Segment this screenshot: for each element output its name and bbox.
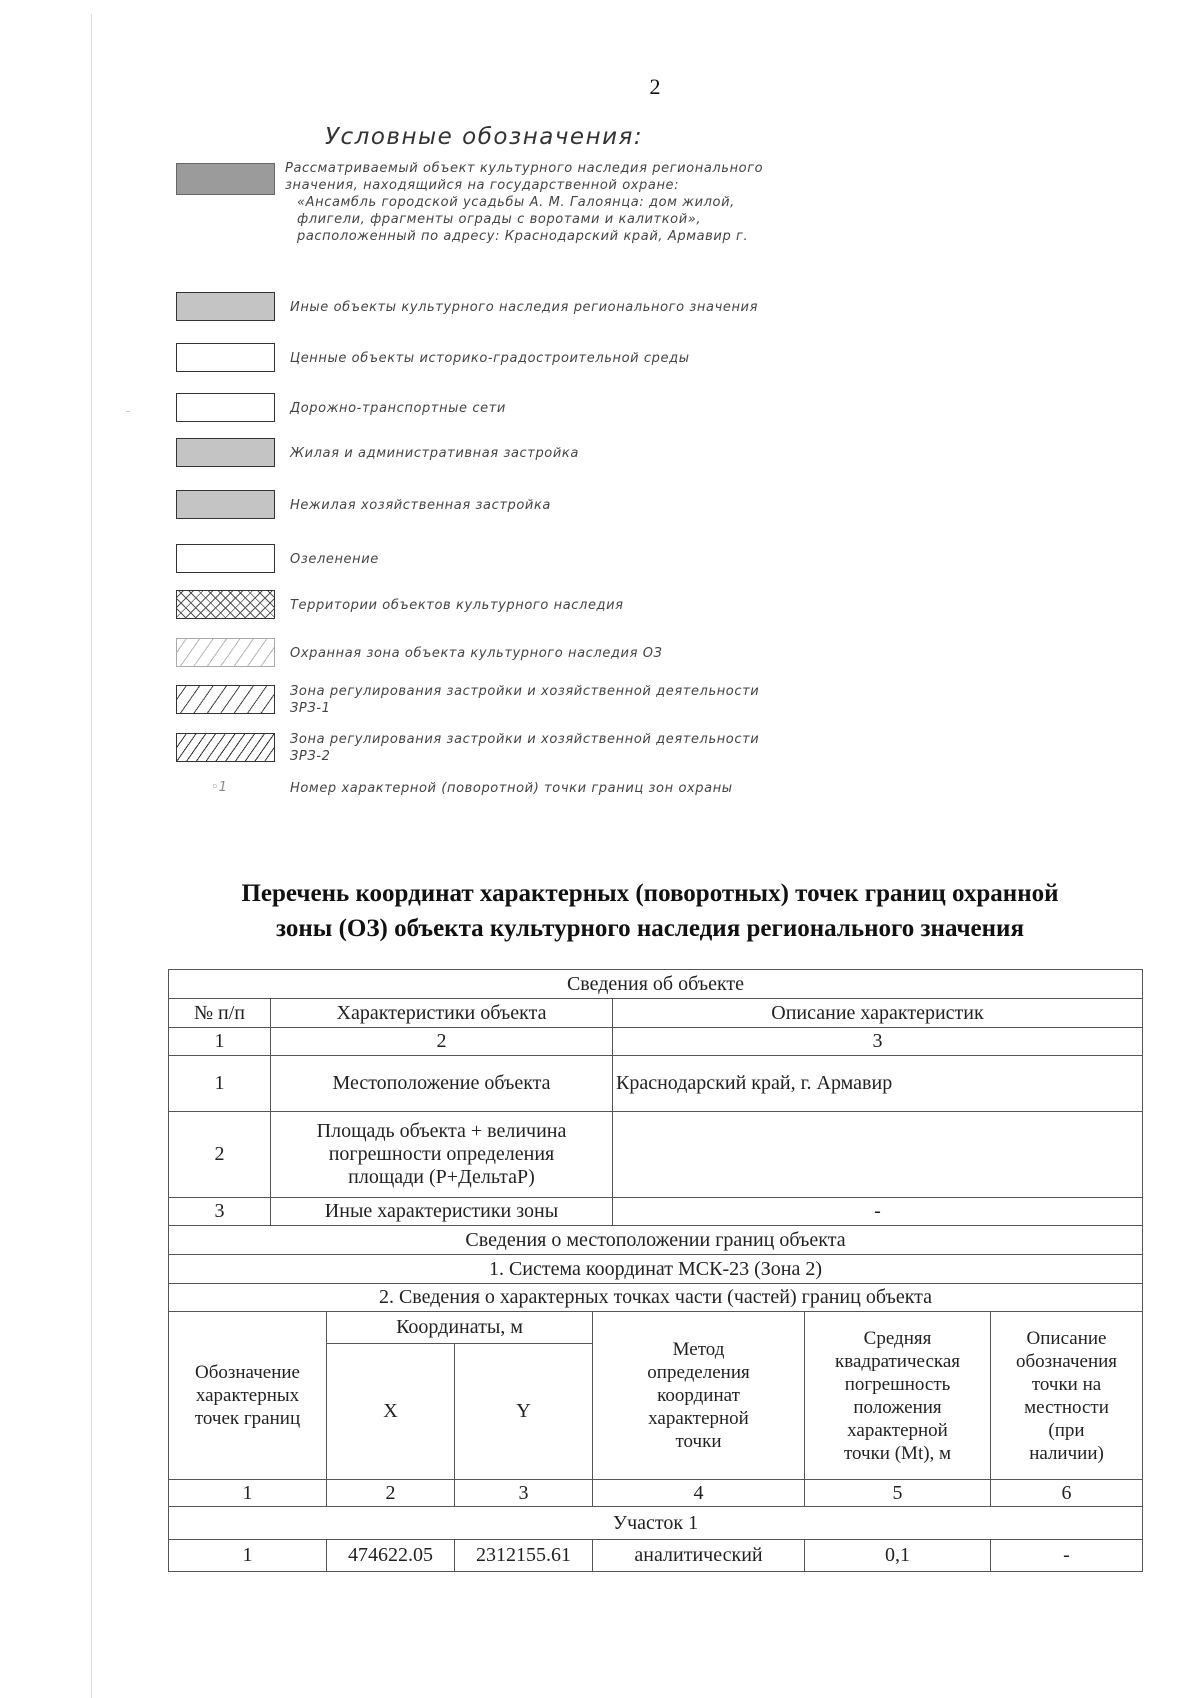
- cell-line: Площадь объекта + величина: [316, 1120, 567, 1142]
- header-line: точки (Mt), м: [843, 1442, 952, 1464]
- column-number: 3: [613, 1028, 1143, 1056]
- table-row: [169, 1112, 1143, 1198]
- header-line: характерных: [195, 1385, 300, 1406]
- legend-swatch: [176, 544, 275, 573]
- y-cell: 2312155.61: [455, 1540, 593, 1572]
- column-header: № п/п: [169, 999, 271, 1028]
- column-number: 2: [271, 1028, 613, 1056]
- characteristic-cell: Иные характеристики зоны: [271, 1198, 613, 1226]
- page-heading: [150, 876, 1150, 946]
- column-number: 4: [593, 1480, 805, 1507]
- legend-swatch: [176, 393, 275, 422]
- heading-line: зоны (ОЗ) объекта культурного наследия регионального значения: [276, 915, 1024, 942]
- header-line: определения: [647, 1362, 750, 1383]
- header-line: характерной: [847, 1419, 948, 1441]
- header-line: обозначения: [1015, 1350, 1118, 1372]
- legend-line: расположенный по адресу: Краснодарский край, Армавир г.: [297, 229, 749, 244]
- legend-swatch: [176, 590, 275, 619]
- points-table: [168, 1311, 1143, 1572]
- column-number: 2: [327, 1480, 455, 1507]
- row-number: 1: [169, 1056, 271, 1112]
- section-title: Сведения об объекте: [169, 970, 1143, 999]
- header-line: Средняя: [863, 1327, 932, 1349]
- table-row: [169, 1226, 1143, 1255]
- column-number: 3: [455, 1480, 593, 1507]
- legend-line: ЗРЗ-2: [290, 749, 331, 764]
- column-number: 1: [169, 1028, 271, 1056]
- legend-swatch: [176, 292, 275, 321]
- column-header: Описание характеристик: [613, 999, 1143, 1028]
- legend-swatch: [176, 490, 275, 519]
- point-cell: 1: [169, 1540, 327, 1572]
- table-row: [169, 1056, 1143, 1112]
- section-label: Участок 1: [169, 1507, 1143, 1540]
- header-line: (при: [1048, 1419, 1085, 1441]
- legend-swatch: [176, 733, 275, 762]
- coord-system: 1. Система координат МСК-23 (Зона 2): [169, 1255, 1143, 1284]
- legend-swatch: [176, 438, 275, 467]
- header-line: координат: [657, 1385, 740, 1406]
- legend-line: флигели, фрагменты ограды с воротами и калиткой»,: [297, 212, 702, 227]
- column-number: 5: [805, 1480, 991, 1507]
- header-line: точек границ: [194, 1408, 301, 1429]
- legend-swatch: [176, 638, 275, 667]
- column-header-method: [593, 1312, 805, 1480]
- header-line: характерной: [648, 1408, 749, 1429]
- legend-swatch-main-object: [176, 163, 275, 195]
- heading-line: Перечень координат характерных (поворотных) точек границ охранной: [241, 880, 1059, 907]
- table-row: [169, 1312, 1143, 1344]
- legend-line: ЗРЗ-1: [290, 701, 331, 716]
- cell-line: погрешности определения: [328, 1143, 555, 1165]
- legend-text: Иные объекты культурного наследия регионального значения: [290, 300, 759, 315]
- column-header-x: X: [327, 1344, 455, 1480]
- column-number: 6: [991, 1480, 1143, 1507]
- object-info-table: [168, 969, 1143, 1312]
- legend-text: Ценные объекты историко-градостроительной среды: [290, 351, 690, 366]
- legend-text: [290, 683, 850, 717]
- header-line: Обозначение: [195, 1362, 300, 1383]
- table-row: [169, 1540, 1143, 1572]
- legend-text: Озеленение: [290, 552, 379, 567]
- characteristic-cell: Местоположение объекта: [271, 1056, 613, 1112]
- legend-text: Территории объектов культурного наследия: [290, 598, 624, 613]
- table-row: [169, 1198, 1143, 1226]
- page-margin-line: [91, 14, 92, 1698]
- page-number: 2: [649, 74, 661, 99]
- legend-text: Жилая и административная застройка: [290, 446, 579, 461]
- header-line: Метод: [672, 1339, 725, 1360]
- column-header-designation: [169, 1312, 327, 1480]
- legend-text: Охранная зона объекта культурного наследия ОЗ: [290, 646, 663, 661]
- legend-line: Зона регулирования застройки и хозяйственной деятельности: [290, 732, 760, 747]
- section-title: 2. Сведения о характерных точках части (частей) границ объекта: [169, 1284, 1143, 1312]
- table-row: [169, 1480, 1143, 1507]
- x-cell: 474622.05: [327, 1540, 455, 1572]
- row-number: 3: [169, 1198, 271, 1226]
- column-header-error: [805, 1312, 991, 1480]
- header-line: точки: [675, 1431, 722, 1452]
- table-row: [169, 1028, 1143, 1056]
- column-number: 1: [169, 1480, 327, 1507]
- desc-cell: -: [991, 1540, 1143, 1572]
- legend-text-main-object: [285, 160, 851, 245]
- legend-line: Зона регулирования застройки и хозяйственной деятельности: [290, 684, 760, 699]
- table-row: [169, 1255, 1143, 1284]
- row-number: 2: [169, 1112, 271, 1198]
- legend-line: «Ансамбль городской усадьбы А. М. Галоянца: дом жилой,: [297, 195, 735, 210]
- table-row: [169, 1284, 1143, 1312]
- description-cell: [613, 1112, 1143, 1198]
- header-line: квадратическая: [835, 1350, 960, 1372]
- column-header-description: [991, 1312, 1143, 1480]
- header-line: точки на: [1031, 1373, 1102, 1395]
- header-line: погрешность: [844, 1373, 951, 1395]
- error-cell: 0,1: [805, 1540, 991, 1572]
- table-row: [169, 970, 1143, 999]
- scan-speck: [126, 411, 130, 412]
- cell-line: площади (Р+ДельтаР): [348, 1166, 535, 1188]
- legend-text: Дорожно-транспортные сети: [290, 401, 506, 416]
- column-header-y: Y: [455, 1344, 593, 1480]
- header-line: наличии): [1029, 1442, 1104, 1464]
- header-line: местности: [1024, 1396, 1109, 1418]
- legend-title: Условные обозначения:: [325, 124, 644, 150]
- method-cell: аналитический: [593, 1540, 805, 1572]
- legend-swatch: [176, 343, 275, 372]
- characteristic-cell: [271, 1112, 613, 1198]
- header-line: положения: [853, 1396, 942, 1418]
- header-line: Описание: [1026, 1327, 1107, 1349]
- description-cell: Краснодарский край, г. Армавир: [613, 1056, 1143, 1112]
- table-row: [169, 999, 1143, 1028]
- legend-text: [290, 731, 850, 765]
- section-title: Сведения о местоположении границ объекта: [169, 1226, 1143, 1255]
- legend-text: Нежилая хозяйственная застройка: [290, 498, 551, 513]
- table-row: [169, 1507, 1143, 1540]
- column-header: Характеристики объекта: [271, 999, 613, 1028]
- legend-line: Рассматриваемый объект культурного наследия регионального: [285, 161, 764, 176]
- legend-line: значения, находящийся на государственной охране:: [285, 178, 680, 193]
- description-cell: -: [613, 1198, 1143, 1226]
- column-header-coords: Координаты, м: [327, 1312, 593, 1344]
- legend-swatch: [176, 685, 275, 714]
- point-mark-icon: ◦1: [211, 780, 227, 795]
- legend-text: Номер характерной (поворотной) точки границ зон охраны: [290, 781, 733, 796]
